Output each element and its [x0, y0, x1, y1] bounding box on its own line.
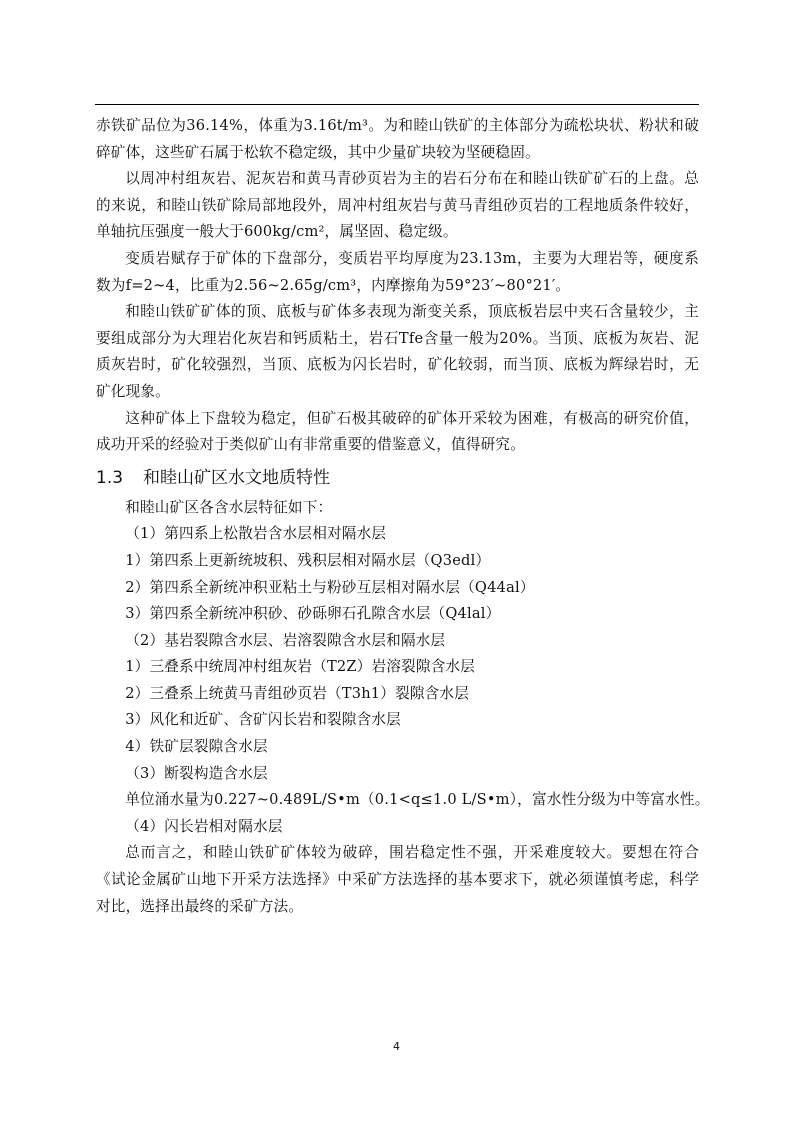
unit-water-inflow-line: 单位涌水量为0.227~0.489L/S•m（0.1<q≤1.0 L/S•m），富水性分级为中等富水性。 [125, 791, 710, 809]
aquifer-group-4: （4）闪长岩相对隔水层 [125, 817, 283, 835]
page-number: 4 [393, 1040, 400, 1053]
paragraph-roof-floor: 和睦山铁矿矿体的顶、底板与矿体多表现为渐变关系，顶底板岩层中夹石含量较少，主要组成部分为大理岩化灰岩和钙质粘土，岩石Tfe含量一般为20%。当顶、底板为灰岩、泥质灰岩时，矿化较强烈，当顶、底板为闪长岩时，矿化较弱，而当顶、底板为辉绿岩时，无矿化现象。 [96, 303, 699, 400]
page-content [96, 113, 710, 920]
aquifer-group-1: （1）第四系上松散岩含水层相对隔水层 [125, 525, 387, 543]
paragraph-conclusion: 总而言之，和睦山铁矿矿体较为破碎，围岩稳定性不强，开采难度较大。要想在符合《试论金属矿山地下开采方法选择》中采矿方法选择的基本要求下，就必须谨慎考虑，科学对比，选择出最终的采矿方法。 [96, 844, 699, 915]
paragraph-metamorphic-rock: 变质岩赋存于矿体的下盘部分，变质岩平均厚度为23.13m，主要为大理岩等，硬度系数为f=2~4，比重为2.56~2.65g/cm³，内摩擦角为59°23′~80°21′。 [96, 249, 699, 294]
aquifer-item: 1）第四系上更新统坡积、残积层相对隔水层（Q3edl） [125, 551, 491, 569]
aquifer-item: 3）第四系全新统冲积砂、砂砾卵石孔隙含水层（Q4lal） [125, 605, 501, 623]
paragraph-upper-wall-rock: 以周冲村组灰岩、泥灰岩和黄马青砂页岩为主的岩石分布在和睦山铁矿矿石的上盘。总的来说，和睦山铁矿除局部地段外，周冲村组灰岩与黄马青组砂页岩的工程地质条件较好，单轴抗压强度一般大于600kg/cm²，属坚固、稳定级。 [96, 170, 699, 241]
aquifer-item: 2）三叠系上统黄马青组砂页岩（T3h1）裂隙含水层 [125, 684, 470, 702]
section-title: 和睦山矿区水文地质特性 [143, 467, 330, 488]
paragraph-ore-grade: 赤铁矿品位为36.14%，体重为3.16t/m³。为和睦山铁矿的主体部分为疏松块状、粉状和破碎矿体，这些矿石属于松软不稳定级，其中少量矿块较为坚硬稳固。 [96, 117, 699, 161]
aquifer-item: 4）铁矿层裂隙含水层 [125, 738, 268, 756]
aquifer-item: 2）第四系全新统冲积亚粘土与粉砂互层相对隔水层（Q44al） [125, 578, 535, 596]
aquifer-item: 3）风化和近矿、含矿闪长岩和裂隙含水层 [125, 711, 401, 729]
aquifer-intro-line: 和睦山矿区各含水层特征如下： [125, 498, 333, 516]
section-heading [96, 462, 699, 494]
aquifer-item: 1）三叠系中统周冲村组灰岩（T2Z）岩溶裂隙含水层 [125, 658, 476, 676]
section-number: 1.3 [96, 467, 124, 488]
aquifer-group-2: （2）基岩裂隙含水层、岩溶裂隙含水层和隔水层 [125, 631, 446, 649]
paragraph-research-value: 这种矿体上下盘较为稳定，但矿石极其破碎的矿体开采较为困难，有极高的研究价值，成功开采的经验对于类似矿山有非常重要的借鉴意义，值得研究。 [96, 409, 699, 454]
aquifer-group-3: （3）断裂构造含水层 [125, 764, 268, 782]
header-rule [95, 104, 699, 105]
